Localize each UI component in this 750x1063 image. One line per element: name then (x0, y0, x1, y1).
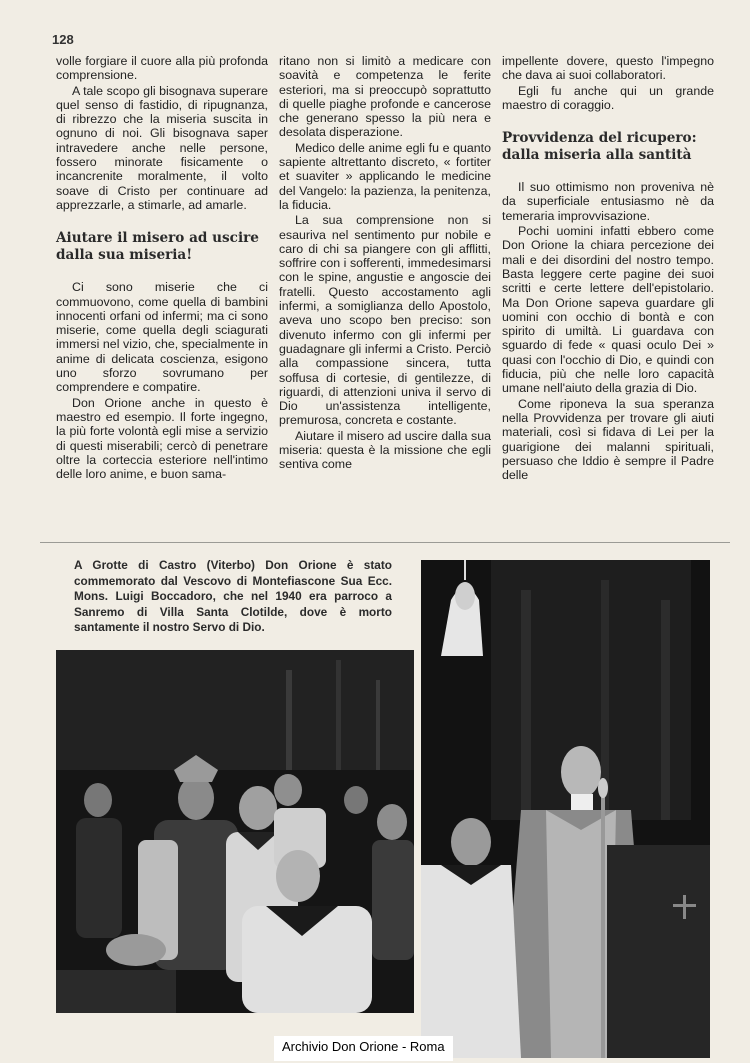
paragraph: Aiutare il misero ad uscire dalla sua miseria: questa è la missione che egli sentiva come (279, 428, 491, 472)
text-column-2 (279, 54, 491, 472)
section-divider (40, 542, 730, 543)
photo-bishop-at-altar-illustration (421, 560, 710, 1058)
archive-label: Archivio Don Orione - Roma (274, 1036, 453, 1061)
paragraph: Come riponeva la sua speranza nella Provvidenza per trovare gli aiuti materiali, così si fidava di Lei per la guarigione dei malanni spirituali, persuaso che Iddio è sempre il Padre delle (502, 396, 714, 483)
paragraph: Ci sono miserie che ci commuovono, come quella di bambini innocenti orfani od infermi; ma ci sono miserie, come quella degli sciagurati immersi nel vizio, che, specialmente in anime di delicata coscienza, esigono uno sforzo sovrumano per comprendere e compatire. (56, 280, 268, 395)
paragraph: volle forgiare il cuore alla più profonda comprensione. (56, 54, 268, 83)
paragraph: Medico delle anime egli fu e quanto sapiente altrettanto discreto, « fortiter et suaviter » applicando le medicine del Vangelo: la pazienza, la penitenza, la fiducia. (279, 140, 491, 212)
paragraph: ritano non si limitò a medicare con soavità e competenza le ferite esteriori, ma si preoccupò soprattutto di quelle piaghe profonde e cancerose che generano spesso la più nera e desolata disperazione. (279, 54, 491, 140)
paragraph: A tale scopo gli bisognava superare quel senso di fastidio, di ripugnanza, di ribrezzo che la miseria suscita in ognuno di noi. Gli bisognava saper intravedere anche nelle persone, fossero minorate fisicamente o incancrenite moralmente, il volto soave di Cristo per continuare ad apprezzarle, a stimarle, ad amarle. (56, 83, 268, 212)
paragraph: impellente dovere, questo l'impegno che dava ai suoi collaboratori. (502, 54, 714, 83)
paragraph: Pochi uomini infatti ebbero come Don Orione la chiara percezione dei mali e dei disordini del nostro tempo. Basta leggere certe pagine dei suoi scritti e certe lettere dell'epistolario. Ma Don Orione sapeva guardare gli uomini con occhio di bontà e con spirito di umiltà. Li guardava con sguardo di fede « quasi oculo Dei » quasi con l'occhio di Dio, e quindi con fiducia, più che nelle loro capacità umane nell'aiuto della grazia di Dio. (502, 224, 714, 396)
photo-bishop-and-clergy (56, 650, 414, 1013)
section-heading: Aiutare il misero ad uscire dalla sua miseria! (56, 230, 259, 264)
paragraph: La sua comprensione non si esauriva nel sentimento pur nobile e caro di chi sa piangere con gli afflitti, soffrire con i sofferenti, immedesimarsi con le spine, angustie e angoscie dei fratelli. Questo accostamento agli infermi, a somiglianza dello Apostolo, aveva uno scopo ben preciso: son divenuto infermo con gli infermi per guadagnare gli infermi a Cristo. Perciò alla compassione sincera, tutta soffusa di cortesie, di gentilezze, di riguardi, di attenzioni univa il servo di Dio un'assistenza intelligente, premurosa, concreta e costante. (279, 213, 491, 428)
photo-caption: A Grotte di Castro (Viterbo) Don Orione è stato commemorato dal Vescovo di Montefiascone Sua Ecc. Mons. Luigi Boccadoro, che nel 1940 era parroco a Sanremo di Villa Santa Clotilde, dove è morto santamente il nostro Servo di Dio. (74, 558, 392, 634)
paragraph: Don Orione anche in questo è maestro ed esempio. Il forte ingegno, la più forte volontà egli mise a servizio di questi miserabili; cercò di penetrare oltre la corteccia esteriore nell'intimo delle loro anime, e buon sama- (56, 395, 268, 482)
section-heading: Provvidenza del ricupero: dalla miseria alla santità (502, 130, 697, 164)
photo-bishop-at-altar (421, 560, 710, 1058)
text-column-3 (502, 54, 714, 482)
text-column-1 (56, 54, 268, 481)
paragraph: Egli fu anche qui un grande maestro di coraggio. (502, 83, 714, 112)
page-number: 128 (52, 32, 74, 47)
paragraph: Il suo ottimismo non proveniva nè da superficiale entusiasmo nè da temeraria improvvisazione. (502, 180, 714, 223)
photo-bishop-and-clergy-illustration (56, 650, 414, 1013)
